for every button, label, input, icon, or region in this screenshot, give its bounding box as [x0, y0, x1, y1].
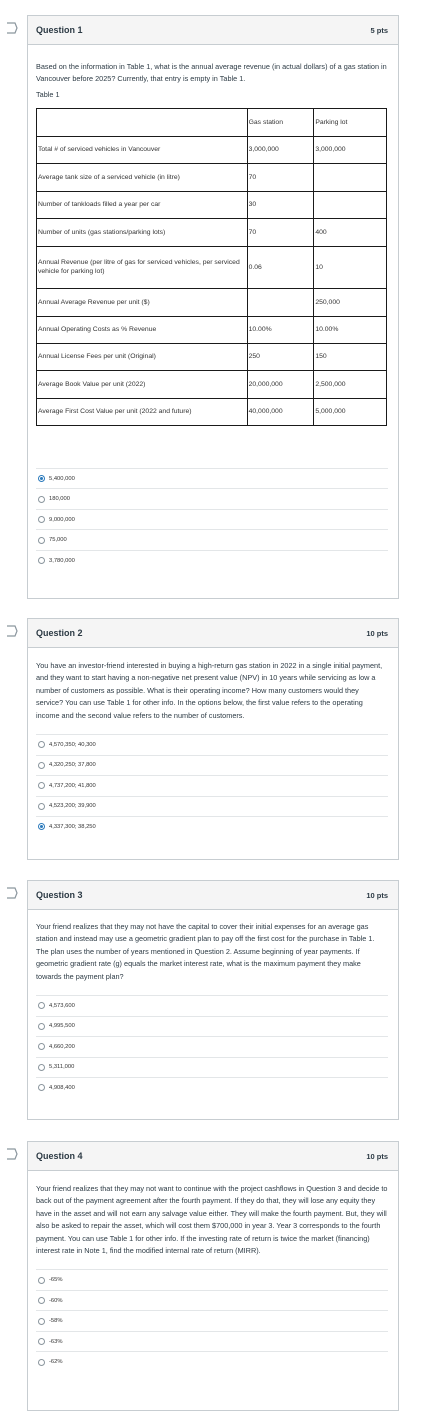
answer-label: 4,737,200; 41,800	[49, 782, 96, 789]
answer-label: -62%	[49, 1359, 63, 1366]
table-cell	[247, 288, 314, 316]
table-cell: Average Book Value per unit (2022)	[37, 370, 248, 398]
question-title: Question 2	[36, 628, 83, 638]
question-points: 10 pts	[366, 1151, 388, 1161]
table-cell: 250,000	[314, 288, 387, 316]
question-2	[27, 618, 399, 860]
radio-icon[interactable]	[38, 496, 45, 503]
question-1	[27, 15, 399, 599]
question-text: Your friend realizes that they may not want to continue with the project cashflows in Question 3 and decide to back out of the payment agreement after the fourth payment. If they do that, they will lose any equity they have in the asset and will not earn any salvage value either. They will make the fourth payment. But, they will also be asked to repair the asset, which will cost them $700,000 in year 3. Year 3 corresponds to the fourth payment. You can use Table 1 for other info. If the investing rate of return is twice the market (financing) interest rate in Note 1, find the modified internal rate of return (MIRR).	[36, 1184, 388, 1256]
radio-icon[interactable]	[38, 1043, 45, 1050]
table-cell: 10.00%	[247, 316, 314, 343]
table-cell: Number of tankloads filled a year per car	[37, 191, 248, 218]
table-cell: 10	[314, 246, 387, 288]
question-points: 10 pts	[366, 890, 388, 900]
table-row	[37, 316, 387, 343]
question-points: 5 pts	[370, 25, 388, 35]
answer-list	[36, 468, 388, 571]
table-cell: Average tank size of a serviced vehicle (in litre)	[37, 163, 248, 191]
radio-icon[interactable]	[38, 1084, 45, 1091]
answer-label: -58%	[49, 1318, 63, 1325]
table-row	[37, 163, 387, 191]
table-cell	[314, 191, 387, 218]
table-cell: 400	[314, 218, 387, 246]
table-row	[37, 218, 387, 246]
answer-label: 4,908,400	[49, 1084, 75, 1091]
answer-option[interactable]	[36, 1331, 388, 1352]
question-title: Question 3	[36, 890, 83, 900]
table-cell: 30	[247, 191, 314, 218]
answer-label: 4,570,350; 40,300	[49, 741, 96, 748]
radio-icon[interactable]	[38, 803, 45, 810]
data-table	[36, 108, 387, 426]
question-text: Based on the information in Table 1, what is the annual average revenue (in actual dollars) of a gas station in Vancouver before 2025? Currently, that entry is empty in Table 1.	[36, 62, 387, 84]
table-cell: Annual Average Revenue per unit ($)	[37, 288, 248, 316]
answer-option[interactable]	[36, 488, 388, 509]
table-cell: 150	[314, 343, 387, 370]
radio-icon[interactable]	[38, 1023, 45, 1030]
flag-question-icon[interactable]	[4, 886, 20, 900]
answer-option[interactable]	[36, 816, 388, 837]
question-4	[27, 1141, 399, 1411]
question-header	[28, 881, 398, 910]
answer-label: 3,780,000	[49, 557, 75, 564]
answer-label: 5,311,000	[49, 1064, 75, 1071]
answer-list	[36, 734, 388, 837]
answer-label: 4,320,250; 37,800	[49, 762, 96, 769]
table-cell: 10.00%	[314, 316, 387, 343]
answer-option[interactable]	[36, 509, 388, 530]
table-cell: Annual Revenue (per litre of gas for serviced vehicles, per serviced vehicle for parking lot)	[37, 246, 248, 288]
answer-option[interactable]	[36, 734, 388, 755]
flag-question-icon[interactable]	[4, 21, 20, 35]
radio-icon[interactable]	[38, 537, 45, 544]
answer-option[interactable]	[36, 550, 388, 571]
answer-option[interactable]	[36, 796, 388, 817]
answer-label: 4,995,500	[49, 1023, 75, 1030]
answer-label: 180,000	[49, 496, 70, 503]
question-3	[27, 880, 399, 1120]
answer-option[interactable]	[36, 775, 388, 796]
radio-icon[interactable]	[38, 741, 45, 748]
answer-label: 5,400,000	[49, 475, 75, 482]
table-cell: Number of units (gas stations/parking lots)	[37, 218, 248, 246]
question-text: You have an investor-friend interested in buying a high-return gas station in 2022 in a single initial payment, and they want to start having a non-negative net present value (NPV) in 10 years while servicing as low a number of customers as possible. What is their operating income? How many customers would they service? You can use Table 1 for other info. In the options below, the first value refers to the operating income and the second value refers to the number of customers.	[36, 661, 383, 720]
answer-option[interactable]	[36, 995, 388, 1016]
flag-question-icon[interactable]	[4, 1147, 20, 1161]
table-row	[37, 398, 387, 425]
radio-icon[interactable]	[38, 1338, 45, 1345]
table-row	[37, 370, 387, 398]
answer-option[interactable]	[36, 1077, 388, 1098]
answer-label: -63%	[49, 1338, 63, 1345]
question-header	[28, 16, 398, 45]
radio-icon[interactable]	[38, 557, 45, 564]
table-cell: 0.06	[247, 246, 314, 288]
radio-icon[interactable]	[38, 782, 45, 789]
table-cell: Average First Cost Value per unit (2022 and future)	[37, 398, 248, 425]
answer-option[interactable]	[36, 1351, 388, 1372]
table-cell: 3,000,000	[314, 136, 387, 163]
answer-option[interactable]	[36, 529, 388, 550]
answer-label: 4,337,300; 38,250	[49, 823, 96, 830]
answer-label: -65%	[49, 1277, 63, 1284]
question-title: Question 1	[36, 25, 83, 35]
flag-question-icon[interactable]	[4, 624, 20, 638]
table-cell: Annual Operating Costs as % Revenue	[37, 316, 248, 343]
table-cell: 250	[247, 343, 314, 370]
answer-label: 4,523,200; 39,900	[49, 803, 96, 810]
radio-icon[interactable]	[38, 762, 45, 769]
question-header	[28, 1142, 398, 1171]
table-header-gas-station: Gas station	[247, 108, 314, 136]
question-title: Question 4	[36, 1151, 83, 1161]
table-cell	[314, 163, 387, 191]
table-header-row	[37, 108, 387, 136]
table-cell: 3,000,000	[247, 136, 314, 163]
answer-option[interactable]	[36, 1290, 388, 1311]
table-row	[37, 191, 387, 218]
table-row	[37, 288, 387, 316]
radio-icon[interactable]	[38, 1318, 45, 1325]
table-row	[37, 343, 387, 370]
table-row	[37, 136, 387, 163]
table-row	[37, 246, 387, 288]
table-cell: 5,000,000	[314, 398, 387, 425]
answer-list	[36, 995, 388, 1098]
answer-option[interactable]	[36, 755, 388, 776]
answer-label: 4,573,600	[49, 1002, 75, 1009]
answer-label: 4,660,200	[49, 1043, 75, 1050]
table-cell: Annual License Fees per unit (Original)	[37, 343, 248, 370]
question-text: Your friend realizes that they may not have the capital to cover their initial expenses for an average gas station and instead may use a geometric gradient plan to pay off the first cost for the purchase in Table 1. The plan uses the number of years mentioned in Question 2. Assume beginning of year payments. If geometric gradient rate (g) equals the market interest rate, what is the maximum payment they make towards the payment plan?	[36, 922, 375, 981]
answer-label: -60%	[49, 1297, 63, 1304]
answer-option[interactable]	[36, 1016, 388, 1037]
answer-label: 9,000,000	[49, 516, 75, 523]
answer-label: 75,000	[49, 537, 67, 544]
table-cell: Total # of serviced vehicles in Vancouver	[37, 136, 248, 163]
table-label: Table 1	[36, 89, 60, 99]
radio-icon[interactable]	[38, 516, 45, 523]
radio-icon[interactable]	[38, 1064, 45, 1071]
radio-icon[interactable]	[38, 1359, 45, 1366]
answer-list	[36, 1269, 388, 1372]
table-cell: 20,000,000	[247, 370, 314, 398]
table-cell: 70	[247, 218, 314, 246]
table-cell: 70	[247, 163, 314, 191]
radio-icon[interactable]	[38, 1002, 45, 1009]
answer-option[interactable]	[36, 468, 388, 489]
answer-option[interactable]	[36, 1269, 388, 1290]
answer-option[interactable]	[36, 1310, 388, 1331]
radio-icon[interactable]	[38, 1277, 45, 1284]
answer-option[interactable]	[36, 1057, 388, 1078]
radio-selected-icon[interactable]	[38, 475, 45, 482]
question-points: 10 pts	[366, 628, 388, 638]
question-header	[28, 619, 398, 648]
table-cell	[37, 108, 248, 136]
answer-option[interactable]	[36, 1036, 388, 1057]
radio-selected-icon[interactable]	[38, 823, 45, 830]
table-cell: 40,000,000	[247, 398, 314, 425]
table-header-parking-lot: Parking lot	[314, 108, 387, 136]
radio-icon[interactable]	[38, 1297, 45, 1304]
table-cell: 2,500,000	[314, 370, 387, 398]
